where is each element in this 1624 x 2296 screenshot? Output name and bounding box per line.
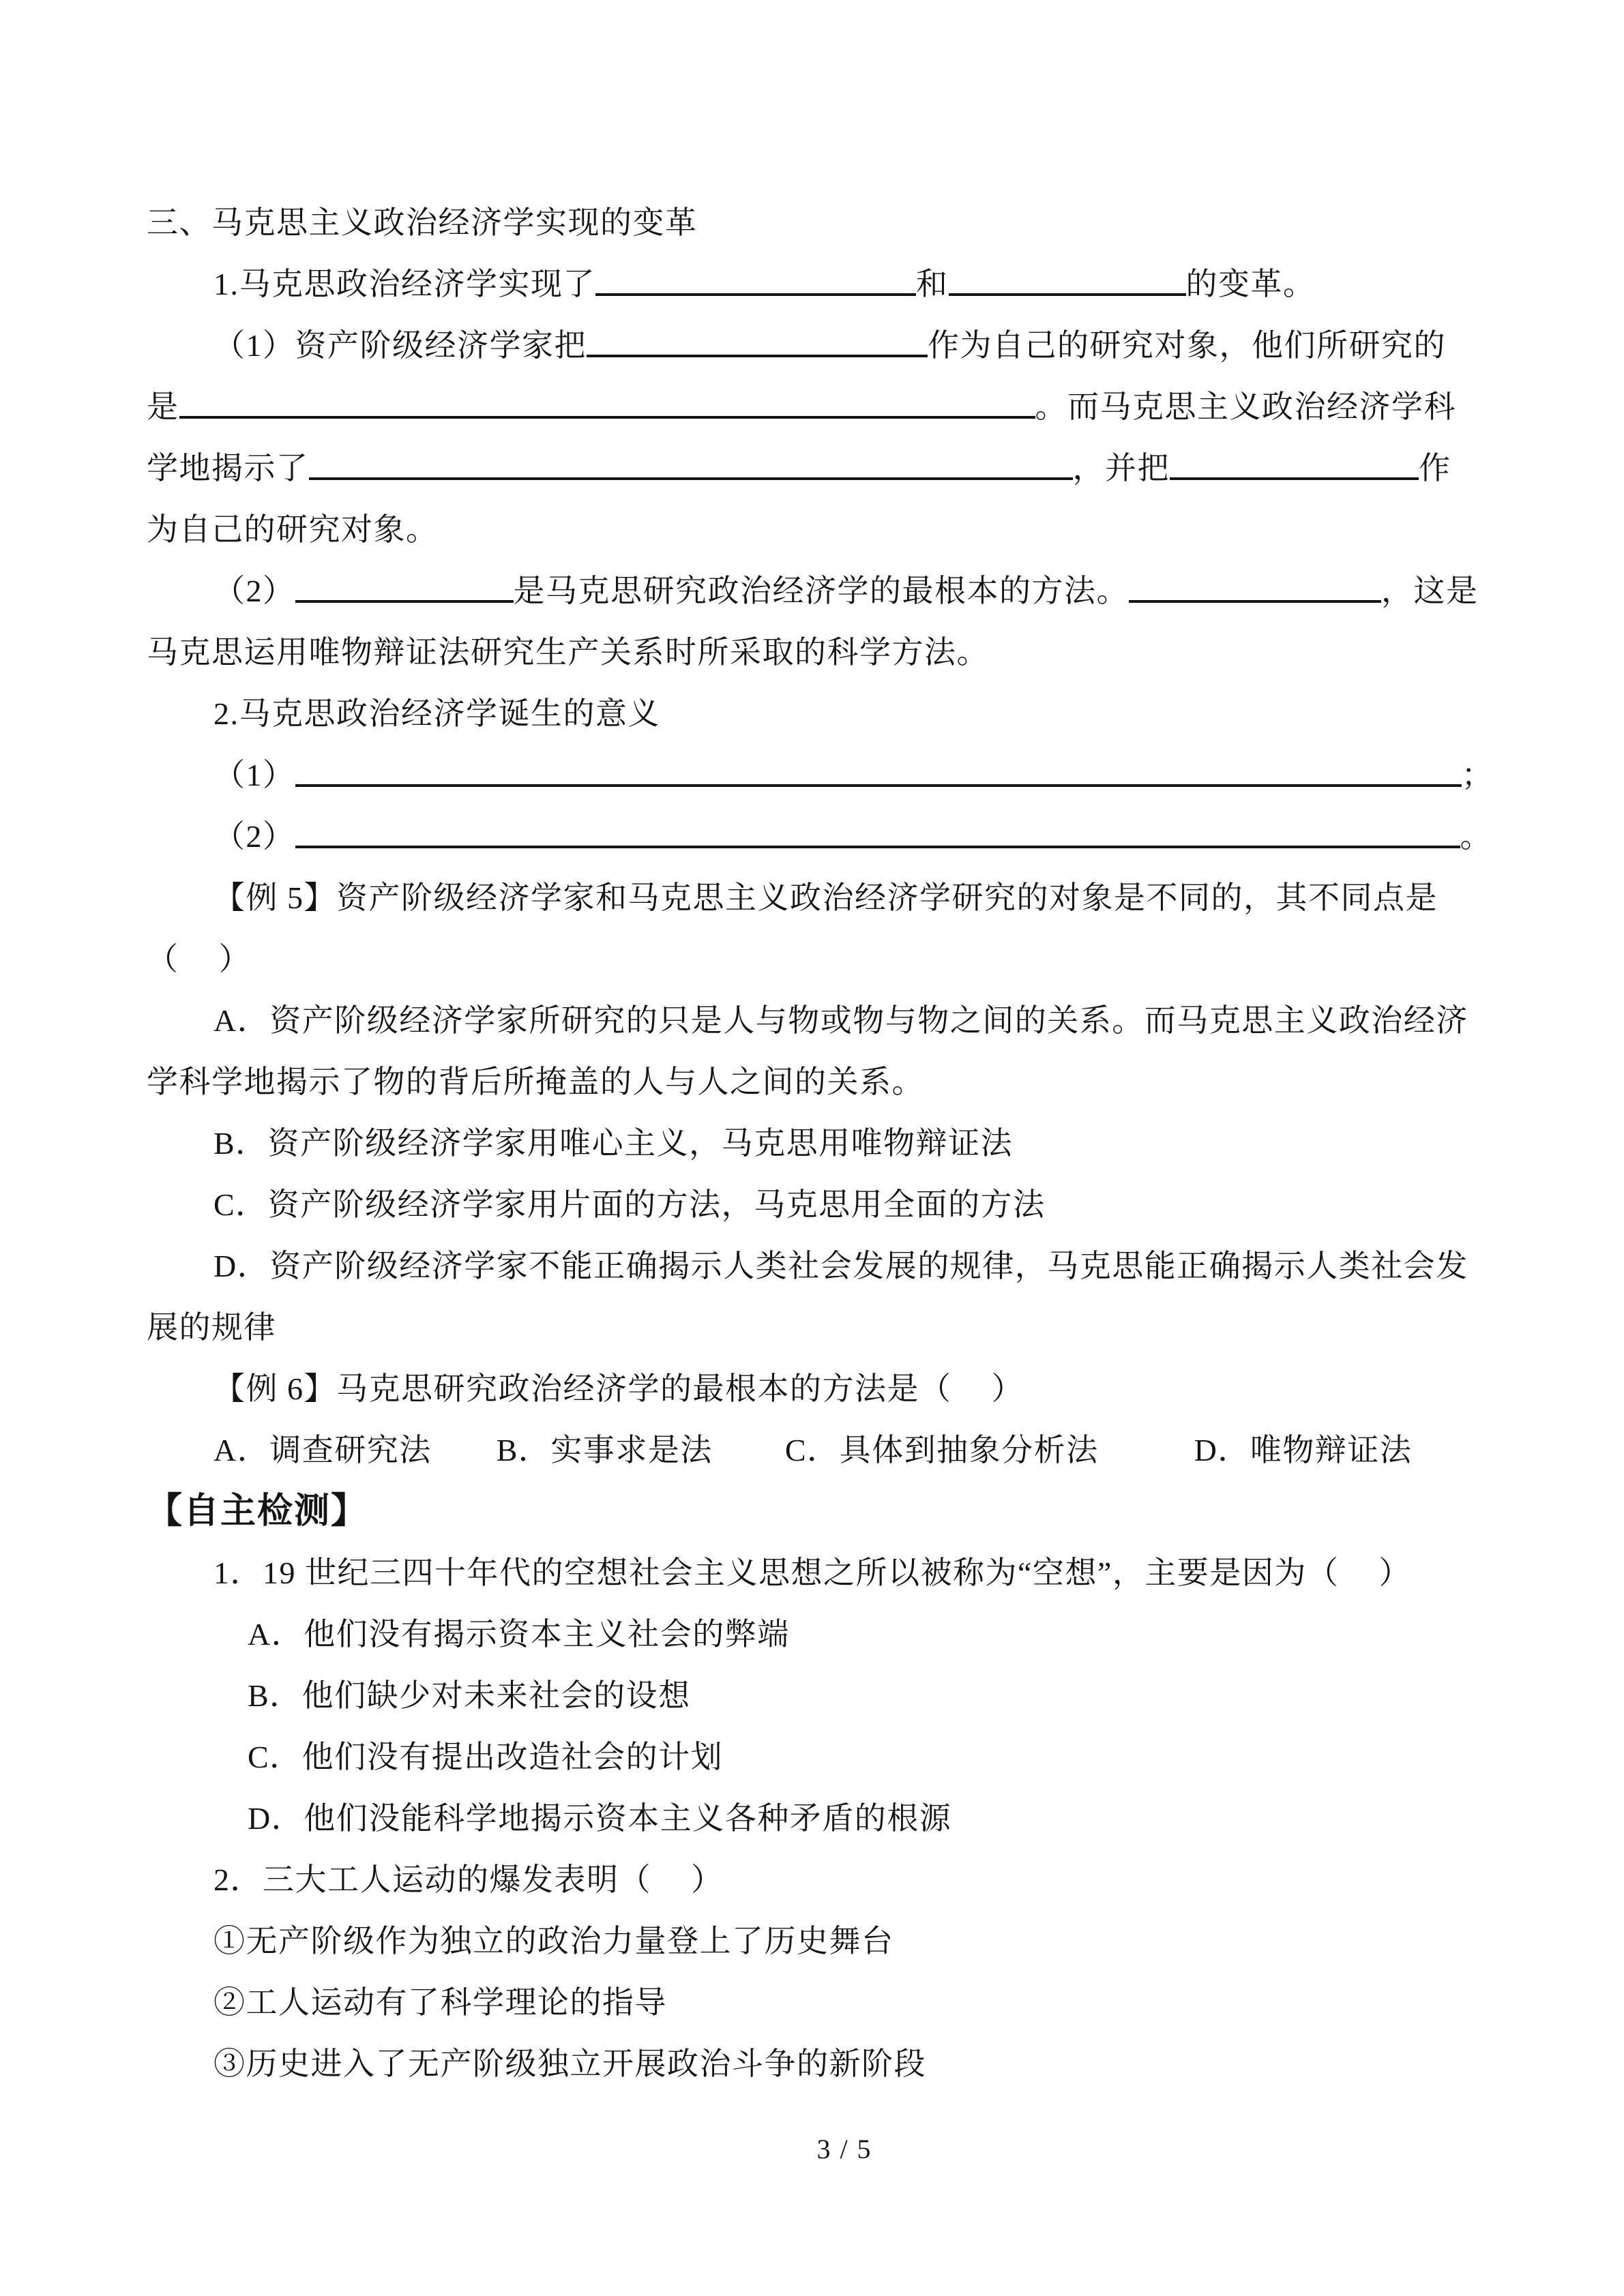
text-run: B．资产阶级经济学家用唯心主义，马克思用唯物辩证法: [213, 1126, 1014, 1161]
fill-in-blank: [1170, 471, 1419, 480]
text-line: [147, 1113, 1504, 1174]
text-line: [147, 990, 1504, 1052]
text-run: （: [147, 942, 179, 976]
text-run: （1）资产阶级经济学家把: [213, 328, 587, 363]
text-line: [147, 1788, 1504, 1849]
text-line: [147, 1665, 1504, 1727]
text-run: D．资产阶级经济学家不能正确揭示人类社会发展的规律，马克思能正确揭示人类社会发: [213, 1249, 1468, 1283]
text-run: （2）: [213, 573, 295, 608]
text-run: ①无产阶级作为独立的政治力量登上了历史舞台: [213, 1924, 894, 1958]
fill-in-blank: [295, 839, 1460, 848]
text-run: D．唯物辩证法: [1194, 1433, 1413, 1467]
section-heading: [147, 1481, 1504, 1542]
text-run: 为自己的研究对象。: [147, 512, 439, 547]
text-run: （2）: [213, 819, 295, 854]
text-run: 【自主检测】: [147, 1492, 368, 1531]
spacer: [1099, 1460, 1194, 1461]
text-run: A．他们没有揭示资本主义社会的弊端: [248, 1617, 790, 1652]
text-line: [147, 806, 1504, 867]
text-line: [147, 683, 1504, 745]
text-line: [147, 1420, 1504, 1481]
text-line: [147, 1542, 1504, 1604]
text-line: [147, 1727, 1504, 1788]
text-run: 2．三大工人运动的爆发表明（: [213, 1862, 651, 1897]
text-run: 学科学地揭示了物的背后所掩盖的人与人之间的关系。: [147, 1064, 924, 1099]
spacer: [432, 1460, 497, 1461]
fill-in-blank: [595, 286, 916, 296]
text-run: 【例 6】马克思研究政治经济学的最根本的方法是（: [213, 1371, 952, 1406]
text-line: [147, 254, 1504, 315]
fill-in-blank: [295, 777, 1462, 787]
text-line: [147, 1052, 1504, 1113]
text-run: 1．19 世纪三四十年代的空想社会主义思想之所以被称为“空想”，主要是因为（: [213, 1555, 1340, 1590]
text-line: [147, 315, 1504, 376]
text-run: ②工人运动有了科学理论的指导: [213, 1985, 667, 2020]
text-line: [147, 561, 1504, 622]
text-run: ，这是: [1381, 573, 1479, 608]
text-run: 是: [147, 389, 179, 424]
text-run: 和: [916, 267, 949, 301]
text-line: [147, 1911, 1504, 1972]
text-line: [147, 1297, 1504, 1358]
text-run: 展的规律: [147, 1310, 276, 1345]
text-run: 三、马克思主义政治经济学实现的变革: [147, 205, 698, 240]
spacer: [179, 969, 219, 970]
text-line: [147, 745, 1504, 806]
text-run: 的变革。: [1185, 267, 1316, 301]
spacer: [713, 1460, 785, 1461]
fill-in-blank: [309, 471, 1073, 480]
text-run: 作: [1419, 451, 1451, 486]
text-run: 是马克思研究政治经济学的最根本的方法。: [513, 573, 1129, 608]
text-line: [147, 1604, 1504, 1665]
text-run: A．资产阶级经济学家所研究的只是人与物或物与物之间的关系。而马克思主义政治经济: [213, 1003, 1468, 1038]
text-run: D．他们没能科学地揭示资本主义各种矛盾的根源: [248, 1801, 952, 1836]
text-run: ）: [691, 1862, 724, 1897]
text-line: [147, 438, 1504, 499]
text-line: [147, 1174, 1504, 1236]
document-body: [147, 192, 1504, 2095]
text-run: A．调查研究法: [213, 1433, 432, 1467]
page-number: 3 / 5: [816, 2134, 872, 2164]
text-run: ）: [991, 1371, 1024, 1406]
text-run: B．实事求是法: [496, 1433, 713, 1467]
text-run: ③历史进入了无产阶级独立开展政治斗争的新阶段: [213, 2046, 926, 2081]
text-run: ；: [1461, 758, 1494, 792]
text-line: [147, 929, 1504, 990]
fill-in-blank: [949, 286, 1186, 296]
text-run: （1）: [213, 758, 295, 792]
text-line: [147, 2033, 1504, 2095]
fill-in-blank: [587, 348, 928, 357]
text-run: 2.马克思政治经济学诞生的意义: [213, 696, 660, 731]
text-run: ，并把: [1072, 451, 1170, 486]
text-line: [147, 1358, 1504, 1420]
text-line: [147, 1972, 1504, 2033]
text-line: [147, 499, 1504, 561]
text-run: 马克思运用唯物辩证法研究生产关系时所采取的科学方法。: [147, 635, 989, 670]
text-run: 1.马克思政治经济学实现了: [213, 267, 595, 301]
text-run: B．他们缺少对未来社会的设想: [248, 1678, 691, 1713]
text-run: 。而马克思主义政治经济学科: [1035, 389, 1456, 424]
text-line: [147, 867, 1504, 929]
text-line: [147, 1849, 1504, 1911]
text-run: 。: [1460, 819, 1492, 854]
text-run: ）: [218, 942, 251, 976]
text-line: [147, 622, 1504, 683]
text-run: C．具体到抽象分析法: [784, 1433, 1099, 1467]
fill-in-blank: [295, 593, 514, 603]
text-run: C．他们没有提出改造社会的计划: [248, 1740, 724, 1774]
fill-in-blank: [1129, 593, 1381, 603]
text-run: 【例 5】资产阶级经济学家和马克思主义政治经济学研究的对象是不同的，其不同点是: [213, 880, 1438, 915]
text-line: [147, 376, 1504, 438]
fill-in-blank: [179, 409, 1035, 419]
text-run: C．资产阶级经济学家用片面的方法，马克思用全面的方法: [213, 1187, 1046, 1222]
text-run: 作为自己的研究对象，他们所研究的: [928, 328, 1446, 363]
text-line: [147, 1236, 1504, 1297]
text-run: ）: [1378, 1555, 1411, 1590]
text-line: [147, 192, 1504, 254]
text-run: 学地揭示了: [147, 451, 309, 486]
